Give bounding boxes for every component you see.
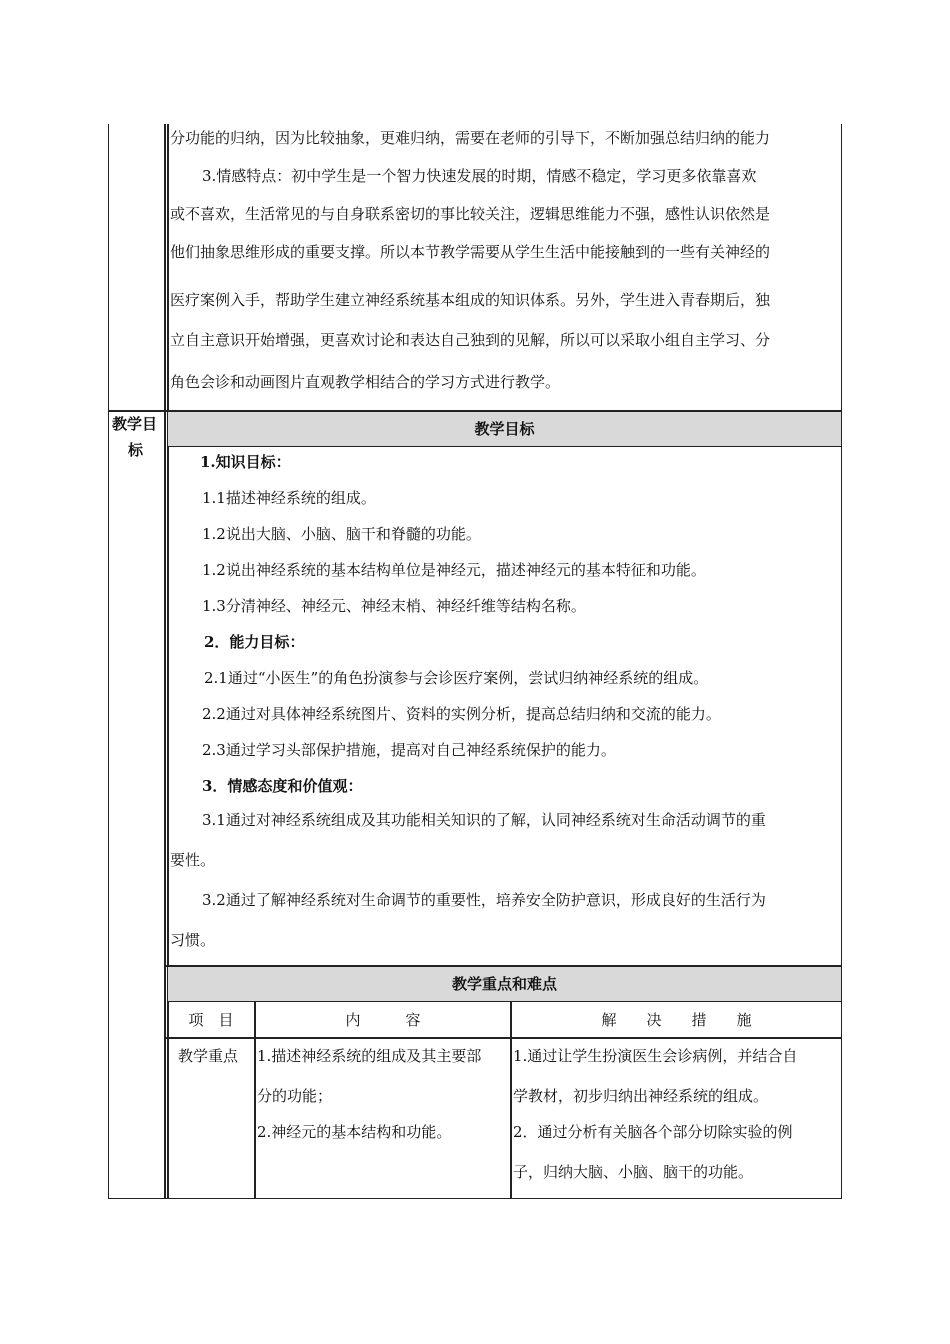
objective-item: 3.2通过了解神经系统对生命调节的重要性，培养安全防护意识，形成良好的生活行为	[202, 891, 766, 909]
side-label-objectives: 教学目	[112, 415, 158, 433]
objective-item: 要性。	[170, 851, 216, 869]
objective-heading: 3．情感态度和价值观：	[202, 777, 363, 795]
objective-heading: 1.知识目标：	[200, 453, 291, 471]
objective-item: 习惯。	[170, 931, 216, 949]
objective-item: 2.2通过对具体神经系统图片、资料的实例分析，提高总结归纳和交流的能力。	[202, 705, 721, 723]
objective-item: 1.2说出神经系统的基本结构单位是神经元，描述神经元的基本特征和功能。	[202, 561, 706, 579]
objectives-header	[168, 412, 841, 447]
col-header-item: 项 目	[188, 1011, 234, 1029]
keypoints-header	[168, 967, 841, 1002]
analysis-line: 医疗案例入手，帮助学生建立神经系统基本组成的知识体系。另外，学生进入青春期后，独	[170, 291, 771, 309]
analysis-line: 他们抽象思维形成的重要支撑。所以本节教学需要从学生生活中能接触到的一些有关神经的	[170, 243, 771, 261]
content-line: 2.神经元的基本结构和功能。	[257, 1123, 452, 1141]
objective-item: 3.1通过对神经系统组成及其功能相关知识的了解，认同神经系统对生命活动调节的重	[202, 811, 766, 829]
analysis-line: 或不喜欢，生活常见的与自身联系密切的事比较关注，逻辑思维能力不强，感性认识依然是	[170, 205, 771, 223]
objective-item: 1.3分清神经、神经元、神经末梢、神经纤维等结构名称。	[202, 597, 586, 615]
objective-item: 2.1通过“小医生”的角色扮演参与会诊医疗案例，尝试归纳神经系统的组成。	[204, 669, 709, 687]
keypoints-header-text: 教学重点和难点	[451, 975, 557, 993]
analysis-line: 立自主意识开始增强，更喜欢讨论和表达自己独到的见解，所以可以采取小组自主学习、分	[170, 331, 771, 349]
analysis-line: 分功能的归纳，因为比较抽象，更难归纳，需要在老师的引导下，不断加强总结归纳的能力	[170, 129, 771, 147]
objective-item: 2.3通过学习头部保护措施，提高对自己神经系统保护的能力。	[202, 741, 616, 759]
objective-item: 1.1描述神经系统的组成。	[202, 489, 376, 507]
side-label-objectives-2: 标	[128, 441, 144, 459]
objectives-header-text: 教学目标	[474, 420, 535, 438]
content-line: 1.描述神经系统的组成及其主要部	[257, 1047, 482, 1065]
col-header-measure: 解 决 措 施	[601, 1011, 752, 1029]
row-label-key-focus: 教学重点	[178, 1047, 239, 1065]
objective-heading: 2．能力目标：	[204, 633, 305, 651]
col-header-content: 内 容	[345, 1011, 421, 1029]
measure-line: 2．通过分析有关脑各个部分切除实验的例	[513, 1123, 793, 1141]
measure-line: 子，归纳大脑、小脑、脑干的功能。	[513, 1163, 754, 1181]
measure-line: 学教材，初步归纳出神经系统的组成。	[513, 1087, 769, 1105]
objective-item: 1.2说出大脑、小脑、脑干和脊髓的功能。	[202, 525, 481, 543]
content-line: 分的功能；	[257, 1087, 333, 1105]
analysis-line: 3.情感特点：初中学生是一个智力快速发展的时期，情感不稳定，学习更多依靠喜欢	[202, 167, 757, 185]
analysis-line: 角色会诊和动画图片直观教学相结合的学习方式进行教学。	[170, 373, 561, 391]
measure-line: 1.通过让学生扮演医生会诊病例，并结合自	[513, 1047, 798, 1065]
